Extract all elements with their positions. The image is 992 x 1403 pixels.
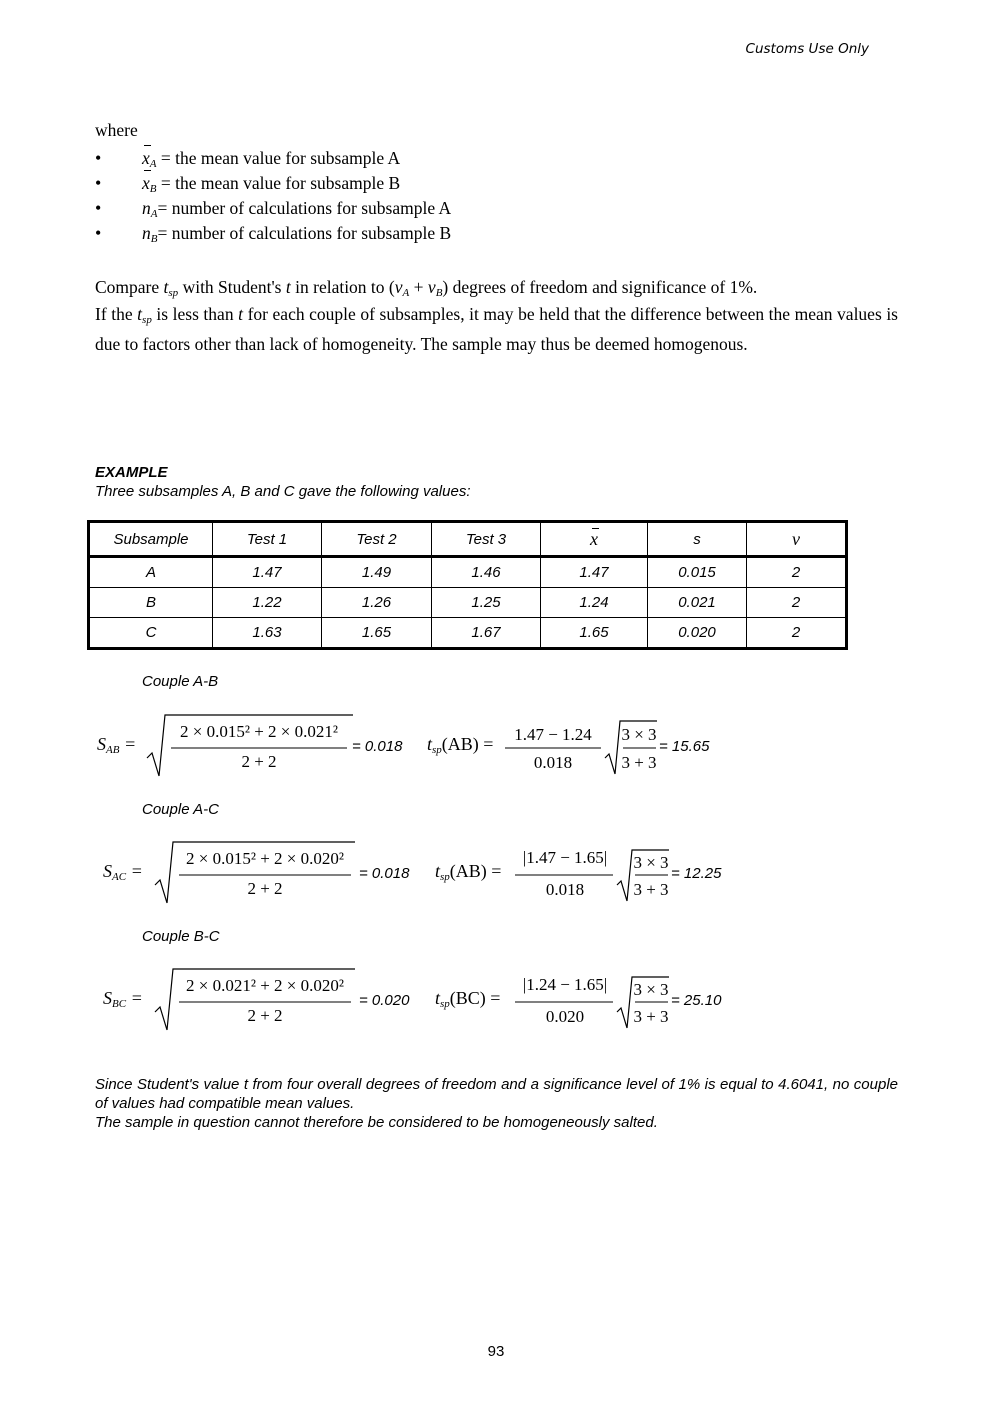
- fraction-denominator: 2 + 2: [241, 752, 277, 771]
- nu-symbol: ν: [427, 277, 436, 297]
- root-denominator: 3 + 3: [633, 880, 669, 899]
- column-header: ν: [747, 522, 847, 557]
- subscript: B: [149, 183, 157, 195]
- table-cell: 1.24: [541, 588, 648, 618]
- couple-label-bc: Couple B-C: [142, 928, 220, 945]
- list-item: [95, 171, 451, 196]
- list-item: [95, 196, 451, 221]
- compare-paragraph: [95, 275, 898, 305]
- subscript: sp: [440, 998, 450, 1010]
- table-cell: B: [89, 588, 213, 618]
- table-row: [89, 557, 847, 588]
- subscript: A: [150, 208, 158, 220]
- t-symbol: [427, 734, 493, 756]
- subscript: A: [149, 158, 157, 170]
- fraction-denominator: 2 + 2: [247, 1006, 283, 1025]
- couple-label-ac: Couple A-C: [142, 801, 219, 818]
- column-header: Test 1: [213, 522, 322, 557]
- fraction-denominator: 0.018: [545, 880, 585, 899]
- table-cell: 0.015: [648, 557, 747, 588]
- table-header-row: [89, 522, 847, 557]
- definition-text: = the mean value for subsample B: [160, 173, 401, 193]
- conclusion-line: Since Student's value t from four overall degrees of freedom and a significance level of 1% is equal to 4.6041, no couple of values had compatible mean values.: [95, 1076, 898, 1112]
- subscript: B: [150, 233, 158, 245]
- table-cell: 1.26: [322, 588, 432, 618]
- table-row: [89, 618, 847, 649]
- table-cell: C: [89, 618, 213, 649]
- homogeneity-paragraph: [95, 302, 898, 356]
- s-name: S: [103, 861, 112, 881]
- subscript: BC: [112, 998, 127, 1010]
- sqrt-fraction: [153, 966, 363, 1036]
- subscript: AC: [112, 871, 127, 883]
- fraction-numerator: |1.24 − 1.65|: [522, 975, 608, 994]
- root-numerator: 3 × 3: [633, 853, 669, 872]
- fraction-numerator: |1.47 − 1.65|: [522, 848, 608, 867]
- table-cell: 0.020: [648, 618, 747, 649]
- page-number: 93: [487, 1343, 505, 1360]
- table-cell: 1.65: [541, 618, 648, 649]
- t-pair: (AB) =: [441, 734, 494, 754]
- s-value: = 0.018: [352, 738, 403, 755]
- t-fraction: [515, 839, 675, 909]
- fraction-denominator: 0.018: [533, 753, 573, 772]
- t-fraction: [515, 966, 675, 1036]
- text-run: in relation to (: [290, 277, 395, 297]
- subscript: AB: [106, 744, 120, 756]
- list-item: [95, 221, 451, 246]
- s-value: = 0.020: [359, 992, 410, 1009]
- s-symbol: $S_{AB}$ =: [97, 734, 137, 756]
- text-run: for each couple of subsamples, it may be held that the difference between the mean values is due to factors other than lack of homogeneity. The sample may thus be deemed homogenous.: [95, 304, 898, 354]
- definition-text: = number of calculations for subsample B: [157, 223, 452, 243]
- fraction-numerator: 1.47 − 1.24: [514, 725, 592, 744]
- equation-ac: [97, 839, 797, 919]
- table-row: [89, 588, 847, 618]
- subscript: sp: [168, 287, 179, 299]
- sqrt-fraction: [145, 712, 355, 782]
- fraction-numerator: 2 × 0.015² + 2 × 0.021²: [180, 722, 338, 741]
- text-run: Compare: [95, 277, 164, 297]
- subscript: sp: [440, 871, 450, 883]
- s-name: S: [97, 734, 106, 754]
- root-numerator: 3 × 3: [633, 980, 669, 999]
- fraction-numerator: 2 × 0.015² + 2 × 0.020²: [186, 849, 344, 868]
- text-run: +: [409, 277, 428, 297]
- table-cell: 2: [747, 618, 847, 649]
- couple-label-ab: Couple A-B: [142, 673, 219, 690]
- column-header: Subsample: [89, 522, 213, 557]
- definition-text: = number of calculations for subsample A: [157, 198, 452, 218]
- sqrt-fraction: [153, 839, 363, 909]
- subscript: sp: [142, 314, 152, 326]
- table-cell: 1.49: [322, 557, 432, 588]
- fraction-numerator: 2 × 0.021² + 2 × 0.020²: [186, 976, 344, 995]
- t-symbol: [435, 988, 500, 1010]
- table-cell: 1.47: [541, 557, 648, 588]
- table-cell: 1.46: [432, 557, 541, 588]
- s-symbol: $S_{BC}$ =: [103, 988, 143, 1010]
- equation-bc: [97, 966, 797, 1046]
- example-title: EXAMPLE: [95, 464, 168, 481]
- t-name: t: [435, 988, 441, 1008]
- equation-ab: [97, 712, 797, 792]
- t-fraction: [505, 712, 665, 782]
- column-header: Test 3: [432, 522, 541, 557]
- t-symbol: t: [285, 277, 291, 297]
- t-value: = 25.10: [671, 992, 722, 1009]
- mean-symbol: x: [142, 171, 150, 196]
- subscript: sp: [432, 744, 442, 756]
- table-cell: 1.22: [213, 588, 322, 618]
- root-denominator: 3 + 3: [621, 753, 657, 772]
- table-cell: A: [89, 557, 213, 588]
- t-value: = 12.25: [671, 865, 722, 882]
- table-cell: 1.25: [432, 588, 541, 618]
- subsample-table: [87, 520, 848, 650]
- subscript: A: [402, 287, 410, 299]
- root-numerator: 3 × 3: [621, 725, 657, 744]
- t-symbol: t: [163, 277, 169, 297]
- mean-symbol: x: [590, 528, 598, 549]
- t-pair: (AB) =: [449, 861, 502, 881]
- table-cell: 1.47: [213, 557, 322, 588]
- t-value: = 15.65: [659, 738, 710, 755]
- definition-list: [95, 146, 451, 246]
- s-name: S: [103, 988, 112, 1008]
- subscript: B: [435, 287, 443, 299]
- table-cell: 1.65: [322, 618, 432, 649]
- text-run: ) degrees of freedom and significance of 1%.: [442, 277, 758, 297]
- table-cell: 1.63: [213, 618, 322, 649]
- column-header: Test 2: [322, 522, 432, 557]
- text-run: If the: [95, 304, 138, 324]
- example-subtitle: Three subsamples A, B and C gave the following values:: [95, 483, 471, 500]
- table-cell: 1.67: [432, 618, 541, 649]
- fraction-denominator: 2 + 2: [247, 879, 283, 898]
- s-value: = 0.018: [359, 865, 410, 882]
- list-item: [95, 146, 451, 171]
- header-label: Customs Use Only: [745, 41, 869, 57]
- text-run: is less than: [151, 304, 239, 324]
- definition-text: = the mean value for subsample A: [160, 148, 401, 168]
- mean-symbol: x: [142, 146, 150, 171]
- nu-symbol: ν: [394, 277, 403, 297]
- s-symbol: $S_{AC}$ =: [103, 861, 143, 883]
- table-cell: 2: [747, 557, 847, 588]
- where-intro: where: [95, 120, 138, 140]
- t-pair: (BC) =: [449, 988, 501, 1008]
- fraction-denominator: 0.020: [545, 1007, 585, 1026]
- t-symbol: [435, 861, 501, 883]
- count-symbol: n: [142, 223, 151, 243]
- count-symbol: n: [142, 198, 151, 218]
- t-name: t: [427, 734, 433, 754]
- conclusion-line: The sample in question cannot therefore be considered to be homogeneously salted.: [95, 1114, 658, 1131]
- t-symbol: t: [137, 304, 143, 324]
- column-header: s: [648, 522, 747, 557]
- table-cell: 0.021: [648, 588, 747, 618]
- column-header-mean: [541, 522, 648, 557]
- t-symbol: t: [238, 304, 244, 324]
- text-run: with Student's: [178, 277, 286, 297]
- table-cell: 2: [747, 588, 847, 618]
- conclusion: [95, 1075, 898, 1132]
- t-name: t: [435, 861, 441, 881]
- root-denominator: 3 + 3: [633, 1007, 669, 1026]
